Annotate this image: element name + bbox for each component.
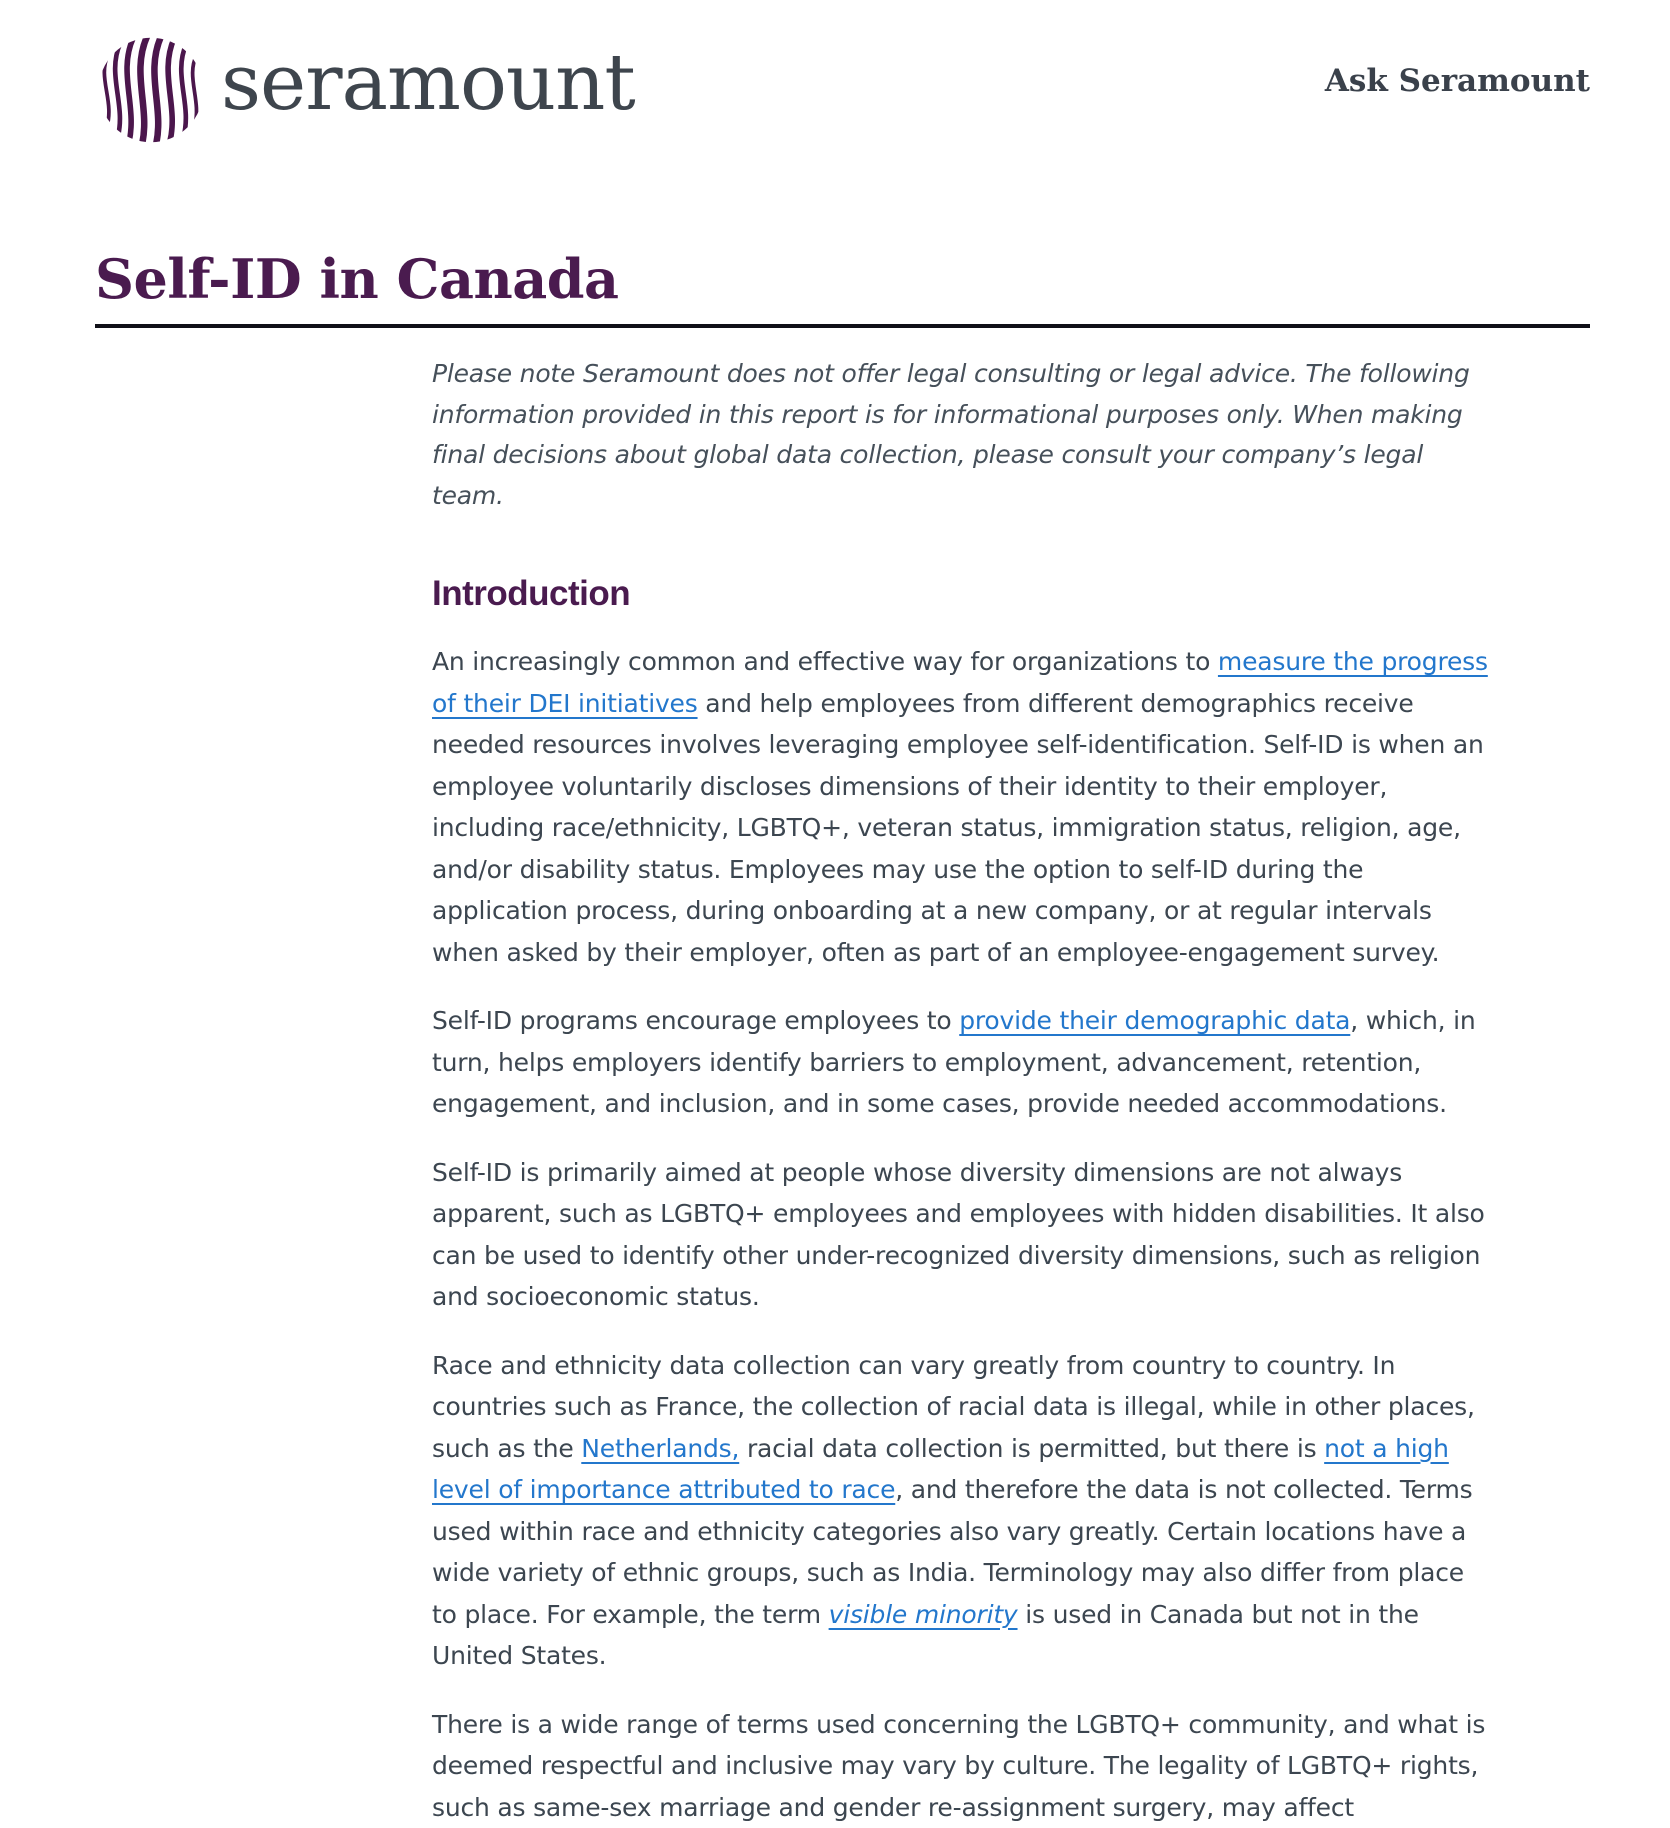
- paragraph: [432, 1000, 1490, 1125]
- paragraph-text: There is a wide range of terms used concerning the LGBTQ+ community, and what is deemed respectful and inclusive may vary by culture. The legality of LGBTQ+ rights, such as same-sex marriage and gender re-assignment surgery, may affect: [432, 1709, 1486, 1822]
- paragraph-text: , which, in turn, helps employers identify barriers to employment, advancement, retention, engagement, and inclusion, and in some cases, provide needed accommodations.: [432, 1006, 1476, 1119]
- paragraph-text: is used in Canada but not in the United States.: [432, 1599, 1419, 1671]
- paragraph: [432, 1704, 1490, 1828]
- paragraph-text: Race and ethnicity data collection can vary greatly from country to country. In countries such as France, the collection of racial data is illegal, while in other places, such as the: [432, 1350, 1475, 1463]
- inline-link[interactable]: not a high level of importance attributed to race: [432, 1433, 1449, 1505]
- inline-link[interactable]: measure the progress of their DEI initiatives: [432, 647, 1488, 718]
- paragraph: [432, 1152, 1490, 1318]
- legal-disclaimer: Please note Seramount does not offer legal consulting or legal advice. The following information provided in this report is for informational purposes only. When making final decisions about global data collection, please consult your company’s legal team.: [432, 359, 1470, 510]
- brand-wordmark: seramount: [221, 38, 635, 128]
- inline-link[interactable]: visible minority: [828, 1599, 1018, 1629]
- seramount-logo[interactable]: [95, 34, 635, 146]
- introduction-heading: Introduction: [432, 574, 631, 614]
- article-body: [432, 641, 1490, 1828]
- paragraph-text: , and therefore the data is not collected. Terms used within race and ethnicity categories also vary greatly. Certain locations have a wide variety of ethnic groups, such as India. Terminology may also differ from place to place. For example, the term: [432, 1475, 1473, 1629]
- page-title: Self-ID in Canada: [95, 247, 619, 311]
- article-content: [432, 354, 1490, 1828]
- inline-link[interactable]: provide their demographic data: [959, 1006, 1351, 1036]
- paragraph: [432, 641, 1490, 973]
- page-header: [95, 30, 1590, 150]
- paragraph-text: and help employees from different demographics receive needed resources involves leveraging employee self-identification. Self-ID is when an employee voluntarily discloses dimensions of their identity to their employer, including race/ethnicity, LGBTQ+, veteran status, immigration status, religion, age, and/or disability status. Employees may use the option to self-ID during the application process, during onboarding at a new company, or at regular intervals when asked by their employer, often as part of an employee-engagement survey.: [432, 688, 1484, 967]
- ask-seramount-link[interactable]: Ask Seramount: [1324, 63, 1590, 99]
- paragraph-text: Self-ID is primarily aimed at people whose diversity dimensions are not always apparent, such as LGBTQ+ employees and employees with hidden disabilities. It also can be used to identify other under-recognized diversity dimensions, such as religion and socioeconomic status.: [432, 1157, 1485, 1312]
- title-divider: [95, 324, 1590, 328]
- inline-link[interactable]: Netherlands,: [581, 1433, 740, 1463]
- paragraph-text: An increasingly common and effective way for organizations to: [432, 647, 1218, 677]
- paragraph-text: Self-ID programs encourage employees to: [432, 1006, 960, 1036]
- paragraph: [432, 1345, 1490, 1677]
- seramount-swirl-icon: [95, 34, 207, 146]
- paragraph-text: racial data collection is permitted, but there is: [739, 1433, 1325, 1463]
